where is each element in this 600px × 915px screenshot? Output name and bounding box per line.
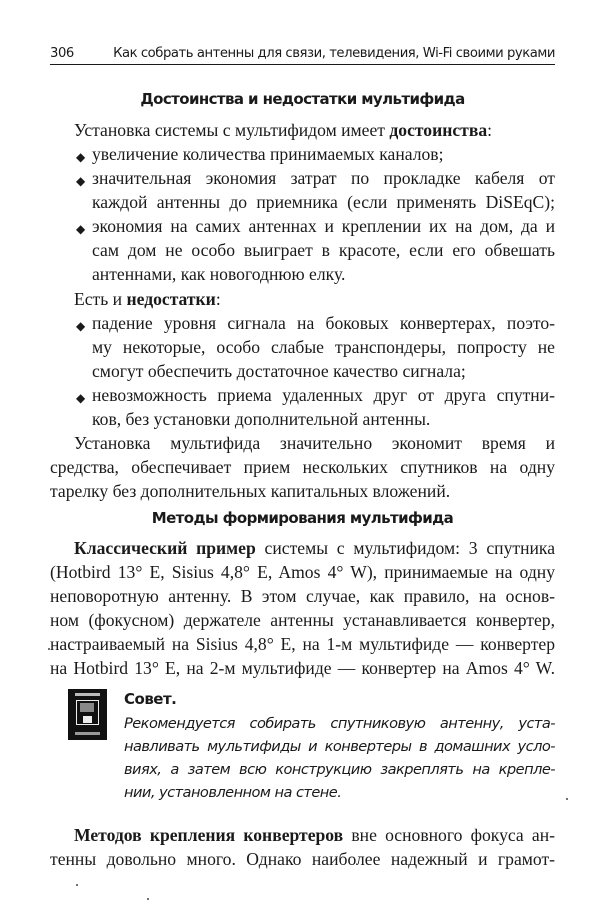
scan-speck: [147, 898, 149, 900]
advantage-item: значительная экономия затрат по прокладке кабеля от: [92, 168, 555, 188]
scan-speck: [566, 798, 568, 800]
advantages-label: достоинства: [389, 120, 488, 140]
bullet-icon: ◆: [76, 174, 86, 188]
summary-paragraph-cont: тарелку без дополнительных капитальных вложений.: [50, 481, 451, 501]
mounting-paragraph: Методов крепления конвертеров вне основного фокуса ан-: [74, 825, 555, 845]
summary-paragraph-cont: средства, обеспечивает прием нескольких спутников на одну: [50, 457, 555, 477]
paragraph-line: тенны довольно много. Однако наиболее надежный и грамот-: [50, 849, 555, 869]
tip-title: Совет.: [124, 690, 177, 708]
section-heading-advantages: Достоинства и недостатки мультифида: [140, 90, 465, 108]
paragraph-line: (Hotbird 13° E, Sisius 4,8° E, Amos 4° W), принимаемые на одну: [50, 562, 555, 582]
mounting-methods-label: Методов крепления конвертеров: [74, 825, 344, 845]
paragraph-line: на Hotbird 13° E, на 2-м мультифиде — конвертер на Amos 4° W.: [50, 658, 555, 678]
running-title: Как собрать антенны для связи, телевидения, Wi-Fi своими руками: [113, 46, 555, 61]
advantage-item-cont: антеннами, как новогоднюю елку.: [92, 264, 346, 284]
bullet-icon: ◆: [76, 391, 86, 405]
tip-line: навливать мультифиды и конвертеры в домашних усло-: [124, 738, 555, 755]
classic-example-label: Классический пример: [74, 538, 256, 558]
advantage-item: увеличение количества принимаемых каналов;: [92, 144, 444, 164]
tip-line: Рекомендуется собирать спутниковую антенну, уста-: [124, 715, 555, 732]
disadvantage-item: падение уровня сигнала на боковых конвертерах, поэто-: [92, 313, 555, 333]
running-head: [50, 44, 555, 65]
scan-speck: [76, 884, 78, 886]
disadvantage-item-cont: смогут обеспечить достаточное качество сигнала;: [92, 361, 466, 381]
paragraph-line: ном (фокусном) держателе антенны устанавливается конвертер,: [50, 610, 555, 630]
paragraph-line: неповоротную антенну. В этом случае, как правило, на основ-: [50, 586, 555, 606]
classic-example-paragraph: Классический пример системы с мультифидом: 3 спутника: [74, 538, 555, 558]
bullet-icon: ◆: [76, 222, 86, 236]
advantage-item: экономия на самих антеннах и креплении их на дом, да и: [92, 216, 555, 236]
tip-line: виях, а затем всю конструкцию закреплять на крепле-: [124, 761, 555, 778]
floppy-disk-icon: [68, 689, 107, 740]
bullet-icon: ◆: [76, 150, 86, 164]
scan-speck: [48, 648, 50, 650]
cons-intro: Есть и недостатки:: [74, 289, 221, 309]
section-heading-methods: Методы формирования мультифида: [151, 509, 454, 527]
disadvantage-item: невозможность приема удаленных друг от друга спутни-: [92, 385, 555, 405]
advantage-item-cont: сам дом не особо выиграет в красоте, если его обвешать: [92, 240, 555, 260]
summary-paragraph: Установка мультифида значительно экономит время и: [74, 433, 555, 453]
page-number: 306: [50, 46, 74, 61]
bullet-icon: ◆: [76, 319, 86, 333]
advantage-item-cont: каждой антенны до приемника (если применять DiSEqC);: [92, 192, 555, 212]
disadvantage-item-cont: ков, без установки дополнительной антенны.: [92, 409, 431, 429]
disadvantage-item-cont: му некоторые, особо слабые транспондеры, попросту не: [92, 337, 555, 357]
tip-line: нии, установленном на стене.: [124, 784, 342, 801]
paragraph-line: настраиваемый на Sisius 4,8° E, на 1-м мультифиде — конвертер: [50, 634, 555, 654]
intro-paragraph: Установка системы с мультифидом имеет достоинства:: [74, 120, 493, 140]
disadvantages-label: недостатки: [126, 289, 216, 309]
